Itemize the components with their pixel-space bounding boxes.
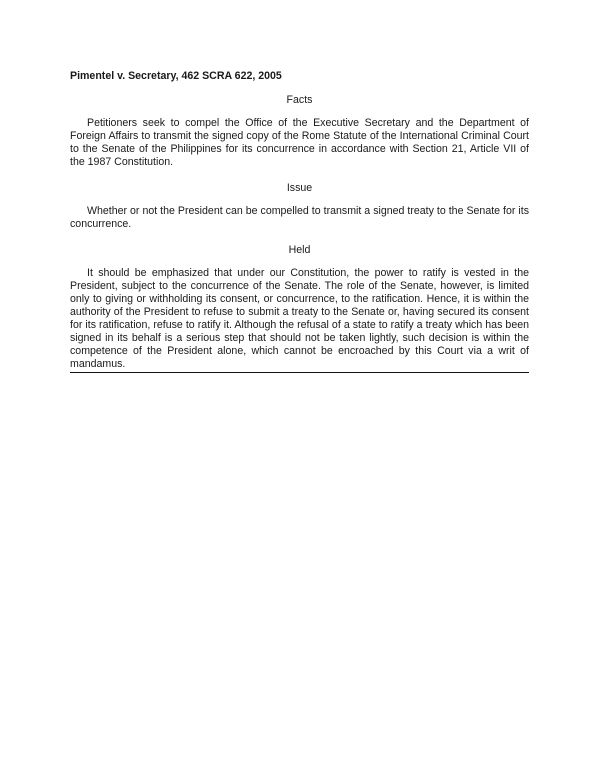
document-page	[70, 70, 529, 386]
held-paragraph: It should be emphasized that under our Constitution, the power to ratify is vested in the President, subject to the concurrence of the Senate. The role of the Senate, however, is limited only to giving or withholding its consent, or concurrence, to the ratification. Hence, it is within the authority of the President to refuse to submit a treaty to the Senate or, having secured its consent for its ratification, refuse to ratify it. Although the refusal of a state to ratify a treaty which has been signed in its behalf is a serious step that should not be taken lightly, such decision is within the competence of the President alone, which cannot be encroached by this Court via a writ of mandamus.	[70, 267, 529, 373]
case-title: Pimentel v. Secretary, 462 SCRA 622, 2005	[70, 70, 282, 82]
facts-heading: Facts	[286, 94, 313, 106]
issue-heading: Issue	[286, 182, 313, 194]
facts-paragraph: Petitioners seek to compel the Office of the Executive Secretary and the Department of Foreign Affairs to transmit the signed copy of the Rome Statute of the International Criminal Court to the Senate of the Philippines for its concurrence in accordance with Section 21, Article VII of the 1987 Constitution.	[70, 117, 529, 168]
issue-paragraph: Whether or not the President can be compelled to transmit a signed treaty to the Senate for its concurrence.	[70, 205, 529, 230]
held-heading: Held	[288, 244, 311, 256]
